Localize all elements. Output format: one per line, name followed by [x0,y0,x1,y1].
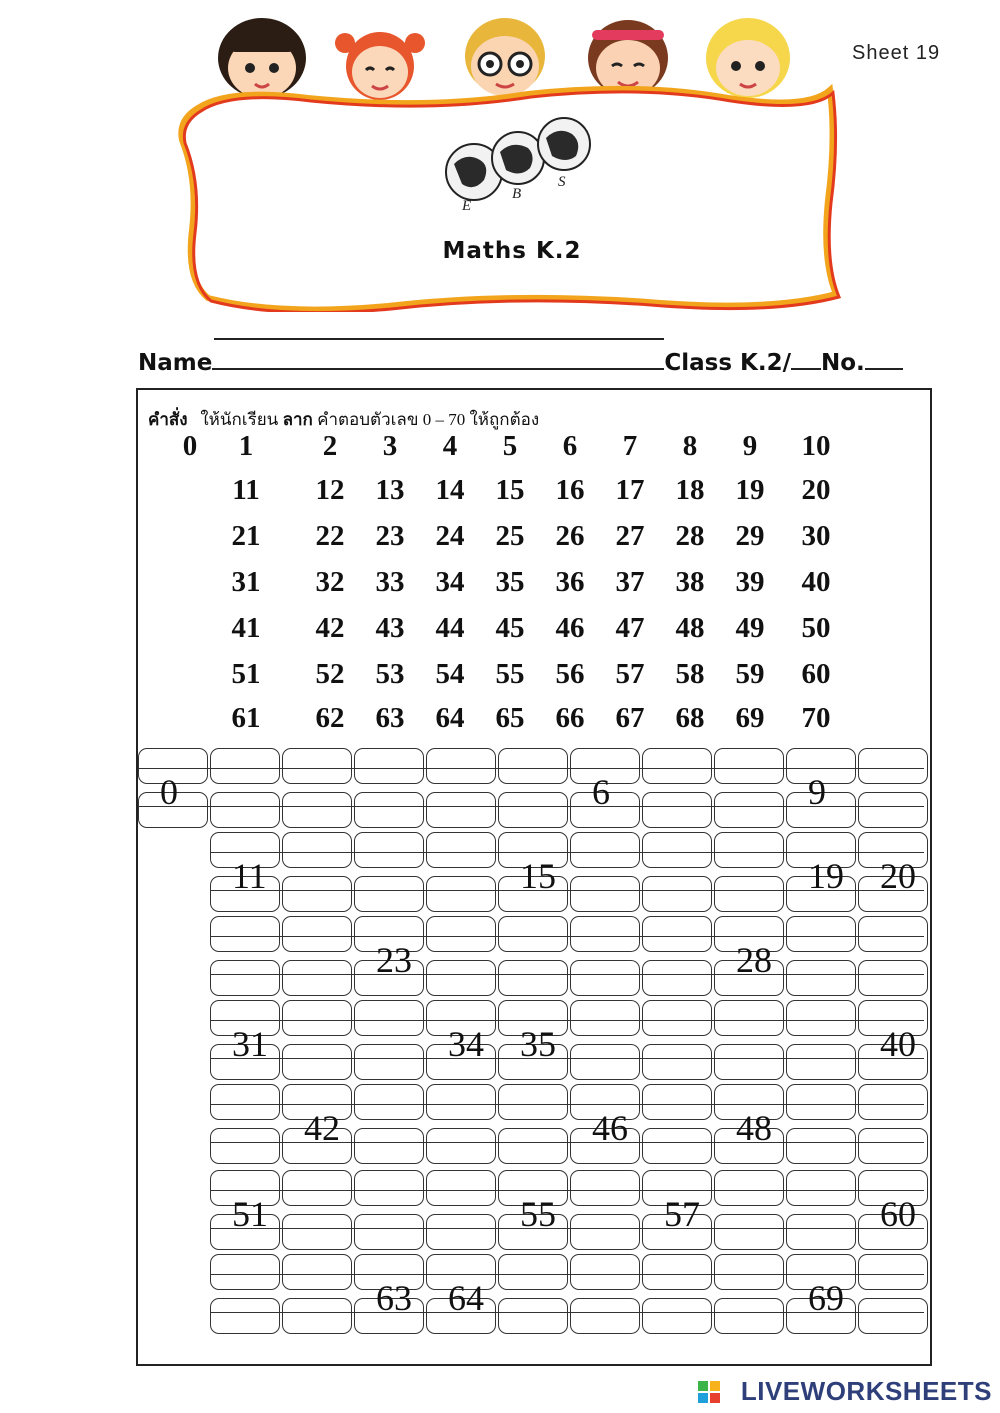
reference-number: 10 [801,430,831,462]
reference-number: 5 [502,430,518,462]
answer-cell-bottom[interactable] [426,1214,496,1250]
answer-number: 35 [520,1024,556,1064]
reference-number: 25 [495,520,525,552]
name-label: Name [138,350,213,376]
student-info-line [138,346,903,376]
answer-cell-bottom[interactable] [786,1214,856,1250]
writing-guide-line [210,1274,924,1275]
reference-number: 8 [682,430,698,462]
answer-cell-bottom[interactable] [858,1128,928,1164]
answer-cell-top[interactable] [498,748,568,784]
answer-cell-top[interactable] [858,1084,928,1120]
answer-cell-bottom[interactable] [714,876,784,912]
writing-guide-line [210,936,924,937]
reference-number: 9 [742,430,758,462]
reference-number: 1 [238,430,254,462]
answer-cell-top[interactable] [858,748,928,784]
reference-number: 48 [675,612,705,644]
logo-letter-e: E [462,198,472,214]
reference-number: 7 [622,430,638,462]
answer-cell-top[interactable] [786,1000,856,1036]
reference-number: 38 [675,566,705,598]
answer-cell-bottom[interactable] [210,1298,280,1334]
reference-number: 54 [435,658,465,690]
answer-cell-top[interactable] [786,916,856,952]
answer-cell-bottom[interactable] [426,1128,496,1164]
top-rule-line [214,338,664,340]
reference-number: 55 [495,658,525,690]
instruction-line [148,406,539,433]
answer-cell-bottom[interactable] [570,876,640,912]
answer-cell-top[interactable] [570,1170,640,1206]
answer-cell-top[interactable] [282,916,352,952]
reference-number: 41 [231,612,261,644]
answer-number: 40 [880,1024,916,1064]
answer-cell-bottom[interactable] [858,792,928,828]
reference-number: 34 [435,566,465,598]
reference-number: 17 [615,474,645,506]
answer-cell-bottom[interactable] [570,1044,640,1080]
answer-cell-bottom[interactable] [282,792,352,828]
answer-cell-bottom[interactable] [498,1298,568,1334]
answer-cell-bottom[interactable] [426,960,496,996]
reference-number: 6 [562,430,578,462]
answer-number: 42 [304,1108,340,1148]
answer-number: 20 [880,856,916,896]
reference-number: 26 [555,520,585,552]
answer-number: 63 [376,1278,412,1318]
liveworksheets-logo-icon [698,1381,722,1403]
no-blank[interactable] [865,346,903,370]
reference-number: 18 [675,474,705,506]
instruction-keyword: ลาก [282,410,313,429]
answer-cell-bottom[interactable] [210,1128,280,1164]
reference-number: 69 [735,702,765,734]
answer-cell-top[interactable] [570,1000,640,1036]
reference-number: 33 [375,566,405,598]
logo-letter-s: S [558,174,566,190]
reference-number: 46 [555,612,585,644]
reference-number: 0 [182,430,198,462]
answer-number: 57 [664,1194,700,1234]
answer-cell-bottom[interactable] [498,792,568,828]
answer-cell-top[interactable] [210,748,280,784]
answer-cell-top[interactable] [570,832,640,868]
reference-number: 13 [375,474,405,506]
answer-cell-top[interactable] [642,748,712,784]
answer-cell-bottom[interactable] [426,876,496,912]
reference-number: 31 [231,566,261,598]
answer-cell-bottom[interactable] [714,792,784,828]
reference-number: 57 [615,658,645,690]
answer-cell-bottom[interactable] [354,1214,424,1250]
reference-number: 19 [735,474,765,506]
reference-number: 50 [801,612,831,644]
reference-number: 49 [735,612,765,644]
reference-number: 43 [375,612,405,644]
reference-number: 40 [801,566,831,598]
reference-number: 59 [735,658,765,690]
reference-number: 58 [675,658,705,690]
reference-number: 39 [735,566,765,598]
reference-number: 4 [442,430,458,462]
answer-cell-bottom[interactable] [858,1298,928,1334]
reference-number: 63 [375,702,405,734]
reference-number: 23 [375,520,405,552]
reference-number: 65 [495,702,525,734]
answer-cell-top[interactable] [786,1084,856,1120]
answer-cell-top[interactable] [282,1170,352,1206]
answer-cell-bottom[interactable] [354,1128,424,1164]
answer-cell-bottom[interactable] [570,1214,640,1250]
answer-cell-bottom[interactable] [570,1298,640,1334]
logo-letter-b: B [512,186,522,202]
answer-cell-bottom[interactable] [498,1128,568,1164]
answer-cell-top[interactable] [498,1254,568,1290]
answer-cell-bottom[interactable] [642,1298,712,1334]
answer-cell-bottom[interactable] [642,876,712,912]
answer-cell-top[interactable] [642,1254,712,1290]
writing-guide-line [210,974,924,975]
answer-number: 51 [232,1194,268,1234]
answer-cell-top[interactable] [426,1084,496,1120]
reference-number: 22 [315,520,345,552]
sheet-number: Sheet 19 [852,42,941,64]
answer-cell-bottom[interactable] [282,960,352,996]
reference-number: 52 [315,658,345,690]
answer-cell-bottom[interactable] [642,1044,712,1080]
answer-number: 0 [160,772,178,812]
reference-number: 56 [555,658,585,690]
reference-number: 45 [495,612,525,644]
answer-cell-bottom[interactable] [642,960,712,996]
answer-number: 64 [448,1278,484,1318]
reference-number: 67 [615,702,645,734]
answer-cell-top[interactable] [426,1170,496,1206]
answer-cell-top[interactable] [426,748,496,784]
reference-number: 64 [435,702,465,734]
answer-cell-top[interactable] [354,1000,424,1036]
reference-number: 68 [675,702,705,734]
answer-cell-top[interactable] [642,832,712,868]
reference-number: 29 [735,520,765,552]
answer-cell-top[interactable] [714,832,784,868]
reference-number: 3 [382,430,398,462]
answer-cell-top[interactable] [210,1084,280,1120]
answer-cell-top[interactable] [570,916,640,952]
answer-number: 60 [880,1194,916,1234]
answer-cell-top[interactable] [354,1170,424,1206]
answer-cell-bottom[interactable] [642,792,712,828]
answer-cell-top[interactable] [282,832,352,868]
answer-cell-bottom[interactable] [498,960,568,996]
reference-number: 16 [555,474,585,506]
reference-number: 37 [615,566,645,598]
answer-cell-bottom[interactable] [642,1128,712,1164]
answer-cell-top[interactable] [714,1170,784,1206]
answer-number: 48 [736,1108,772,1148]
answer-cell-bottom[interactable] [570,960,640,996]
answer-number: 6 [592,772,610,812]
answer-number: 34 [448,1024,484,1064]
writing-guide-line [138,806,924,807]
answer-number: 55 [520,1194,556,1234]
answer-cell-top[interactable] [858,916,928,952]
answer-cell-bottom[interactable] [714,1298,784,1334]
answer-cell-top[interactable] [858,1254,928,1290]
answer-number: 19 [808,856,844,896]
answer-cell-bottom[interactable] [426,792,496,828]
answer-cell-top[interactable] [498,916,568,952]
answer-cell-bottom[interactable] [282,1298,352,1334]
answer-cell-top[interactable] [570,1254,640,1290]
answer-cell-bottom[interactable] [714,1214,784,1250]
reference-number: 30 [801,520,831,552]
reference-number: 42 [315,612,345,644]
reference-number: 14 [435,474,465,506]
reference-number: 35 [495,566,525,598]
reference-number: 47 [615,612,645,644]
answer-number: 11 [232,856,267,896]
reference-number: 66 [555,702,585,734]
name-blank[interactable] [212,346,664,370]
reference-number: 70 [801,702,831,734]
reference-number: 21 [231,520,261,552]
reference-number: 36 [555,566,585,598]
answer-cell-top[interactable] [210,1254,280,1290]
answer-cell-top[interactable] [426,916,496,952]
reference-number: 12 [315,474,345,506]
answer-cell-top[interactable] [282,1254,352,1290]
answer-cell-top[interactable] [714,748,784,784]
instruction-text-before: ให้นักเรียน [200,410,279,429]
answer-cell-top[interactable] [786,1170,856,1206]
answer-cell-top[interactable] [714,1254,784,1290]
writing-guide-line [210,852,924,853]
writing-guide-line [138,768,924,769]
writing-guide-line [210,1020,924,1021]
answer-cell-top[interactable] [354,832,424,868]
reference-number: 15 [495,474,525,506]
reference-number: 20 [801,474,831,506]
reference-number: 60 [801,658,831,690]
writing-guide-line [210,1190,924,1191]
instruction-heading: คำสั่ง [148,410,188,429]
answer-cell-bottom[interactable] [786,1128,856,1164]
reference-number: 11 [232,474,260,506]
footer-brand: LIVEWORKSHEETS [740,1376,992,1406]
answer-number: 31 [232,1024,268,1064]
answer-cell-top[interactable] [642,916,712,952]
answer-cell-top[interactable] [210,916,280,952]
answer-cell-bottom[interactable] [714,1044,784,1080]
instruction-text-after: คำตอบตัวเลข 0 – 70 ให้ถูกต้อง [317,410,540,429]
answer-cell-top[interactable] [354,1084,424,1120]
writing-guide-line [210,1104,924,1105]
reference-number: 24 [435,520,465,552]
reference-number: 2 [322,430,338,462]
answer-cell-top[interactable] [642,1000,712,1036]
answer-number: 46 [592,1108,628,1148]
answer-cell-bottom[interactable] [354,792,424,828]
answer-cell-bottom[interactable] [786,1044,856,1080]
answer-cell-bottom[interactable] [210,960,280,996]
answer-number: 69 [808,1278,844,1318]
reference-number: 51 [231,658,261,690]
class-blank[interactable] [791,346,821,370]
answer-number: 9 [808,772,826,812]
answer-cell-top[interactable] [282,748,352,784]
class-label: Class K.2/ [664,350,791,376]
reference-number: 32 [315,566,345,598]
reference-number: 53 [375,658,405,690]
writing-guide-line [210,1058,924,1059]
answer-number: 15 [520,856,556,896]
answer-cell-bottom[interactable] [858,960,928,996]
answer-cell-bottom[interactable] [354,1044,424,1080]
answer-cell-top[interactable] [714,1000,784,1036]
answer-cell-top[interactable] [642,1084,712,1120]
answer-cell-bottom[interactable] [354,876,424,912]
no-label: No. [820,350,865,376]
reference-number: 62 [315,702,345,734]
reference-number: 27 [615,520,645,552]
answer-cell-bottom[interactable] [282,876,352,912]
answer-cell-bottom[interactable] [210,792,280,828]
reference-number: 28 [675,520,705,552]
answer-cell-top[interactable] [426,832,496,868]
answer-cell-top[interactable] [498,1084,568,1120]
answer-cell-bottom[interactable] [282,1044,352,1080]
writing-guide-line [210,1228,924,1229]
answer-number: 28 [736,940,772,980]
answer-cell-top[interactable] [282,1000,352,1036]
answer-number: 23 [376,940,412,980]
answer-cell-bottom[interactable] [786,960,856,996]
reference-number: 61 [231,702,261,734]
answer-cell-top[interactable] [354,748,424,784]
page-title: Maths K.2 [442,238,582,264]
reference-number: 44 [435,612,465,644]
answer-cell-bottom[interactable] [282,1214,352,1250]
